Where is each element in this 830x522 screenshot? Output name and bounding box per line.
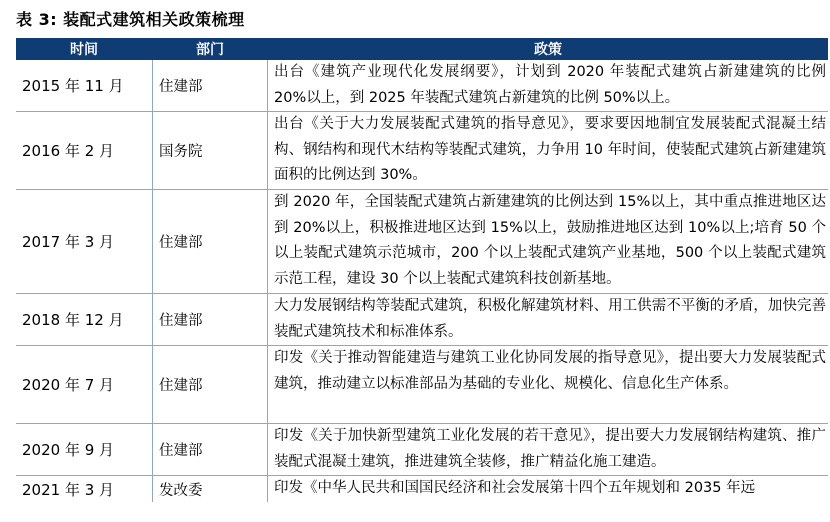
row-dept: 发改委	[152, 476, 268, 502]
row-time: 2017 年 3 月	[22, 233, 115, 251]
row-policy: 印发《关于加快新型建筑工业化发展的若干意见》，提出要大力发展钢结构建筑、推广装配式混凝土建筑，推进建筑全装修，推广精益化施工建造。	[274, 428, 826, 470]
row-policy: 印发《关于推动智能建造与建筑工业化协同发展的指导意见》，提出要大力发展装配式建筑，推动建立以标准部品为基础的专业化、规模化、信息化生产体系。	[274, 350, 826, 392]
table-row	[16, 190, 828, 294]
row-dept: 国务院	[152, 112, 268, 189]
row-policy: 印发《中华人民共和国国民经济和社会发展第十四个五年规划和 2035 年远	[274, 480, 756, 496]
row-time: 2015 年 11 月	[22, 77, 124, 95]
row-dept: 住建部	[152, 424, 268, 475]
row-dept: 住建部	[152, 190, 268, 293]
table-row	[16, 112, 828, 190]
row-policy: 大力发展钢结构等装配式建筑，积极化解建筑材料、用工供需不平衡的矛盾，加快完善装配式建筑技术和标准体系。	[274, 298, 826, 340]
table-row	[16, 294, 828, 346]
row-dept: 住建部	[152, 294, 268, 345]
row-policy: 出台《建筑产业现代化发展纲要》，计划到 2020 年装配式建筑占新建建筑的比例 20%以上，到 2025 年装配式建筑占新建筑的比例 50%以上。	[274, 64, 826, 106]
row-time: 2020 年 7 月	[22, 376, 115, 394]
row-policy: 到 2020 年，全国装配式建筑占新建建筑的比例达到 15%以上，其中重点推进地区达到 20%以上，积极推进地区达到 15%以上，鼓励推进地区达到 10%以上;培育 50 个以上装配式建筑示范城市，200 个以上装配式建筑产业基地，500 个以上装配式建筑示范工程，建设 30 个以上装配式建筑科技创新基地。	[274, 194, 826, 287]
row-policy: 出台《关于大力发展装配式建筑的指导意见》，要求要因地制宜发展装配式混凝土结构、钢结构和现代木结构等装配式建筑，力争用 10 年时间，使装配式建筑占新建建筑面积的比例达到 30%。	[274, 116, 826, 183]
policy-table	[16, 38, 828, 502]
row-time: 2018 年 12 月	[22, 311, 124, 329]
table-caption: 表 3: 装配式建筑相关政策梳理	[16, 10, 245, 29]
table-row	[16, 346, 828, 424]
table-row	[16, 476, 828, 502]
row-time: 2021 年 3 月	[22, 480, 115, 499]
row-time: 2016 年 2 月	[22, 142, 115, 160]
row-time: 2020 年 9 月	[22, 441, 115, 459]
row-dept: 住建部	[152, 60, 268, 111]
header-time: 时间	[70, 42, 98, 58]
table-row	[16, 60, 828, 112]
header-dept: 部门	[196, 42, 224, 58]
header-policy: 政策	[534, 42, 562, 58]
row-dept: 住建部	[152, 346, 268, 423]
table-row	[16, 424, 828, 476]
table-header	[16, 38, 828, 60]
